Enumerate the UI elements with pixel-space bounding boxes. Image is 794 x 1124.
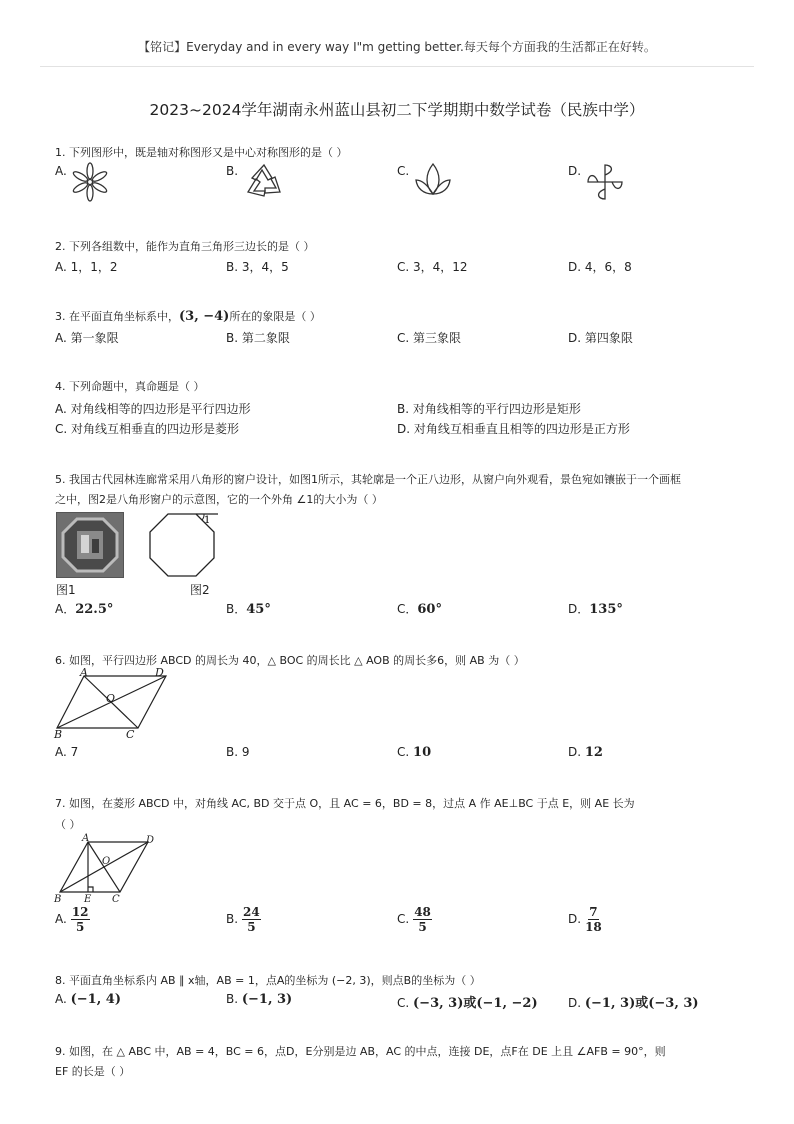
q7-option-a-fraction [71,905,90,934]
q5-option-a-letter: A． [55,602,76,616]
q6-option-a: A. 7 [55,745,79,759]
question-9-stem-line1: 9. 如图，在 △ ABC 中，AB = 4，BC = 6，点D，E分别是边 AB，AC 的中点，连接 DE，点F在 DE 上且 ∠AFB = 90°，则 [55,1045,666,1058]
q8-option-b [226,992,292,1007]
q8-option-b-value: (−1, 3) [241,992,293,1007]
q6-option-c-value: 10 [413,745,432,760]
q6-label-a: A [80,666,88,679]
q6-option-c [397,745,431,760]
question-5-stem-line2: 之中，图2是八角形窗户的示意图，它的一个外角 ∠1的大小为（ ） [55,493,383,506]
question-4-stem: 4. 下列命题中，真命题是（ ） [55,380,205,393]
q7-label-c: C [112,894,120,905]
octagon-diagram [148,512,220,578]
question-6-stem: 6. 如图，平行四边形 ABCD 的周长为 40，△ BOC 的周长比 △ AOB 的周长多6，则 AB 为（ ） [55,654,525,667]
q6-label-b: B [54,728,63,741]
q7-option-c [397,905,432,934]
question-7-stem-line1: 7. 如图，在菱形 ABCD 中，对角线 AC, BD 交于点 O，且 AC = 6，BD = 8，过点 A 作 AE⊥BC 于点 E，则 AE 长为 [55,797,635,810]
q3-option-a: A. 第一象限 [55,331,119,345]
q7-option-b [226,905,261,934]
q3-option-d: D. 第四象限 [568,331,633,345]
q2-option-a: A. 1，1，2 [55,260,118,274]
q6-option-d-letter: D. [568,745,582,759]
rhombus-diagram [52,834,162,906]
fraction-numerator: 12 [71,905,89,919]
q8-option-a-value: (−1, 4) [70,992,121,1007]
q8-option-c [397,992,538,1011]
flower-figure-icon [70,162,110,202]
q4-option-b: B. 对角线相等的平行四边形是矩形 [397,402,581,416]
parallelogram-diagram [54,668,174,740]
q4-option-d: D. 对角线互相垂直且相等的四边形是正方形 [397,422,630,436]
q7-label-e: E [84,894,92,905]
question-9-stem-line2: EF 的长是（ ） [55,1065,131,1078]
angle-1-label: 1 [204,515,211,526]
q8-option-d-letter: D. [568,996,582,1010]
q5-option-a [55,600,113,617]
q7-option-d-fraction [585,905,602,934]
q6-option-c-letter: C. [397,745,410,759]
fraction-numerator: 48 [414,905,431,919]
q8-option-b-letter: B. [226,992,239,1006]
question-1-stem: 1. 下列图形中，既是轴对称图形又是中心对称图形的是（ ） [55,146,348,159]
q5-option-d [568,600,623,617]
q3-coordinate: (3, −4) [179,309,230,324]
recycle-figure-icon [244,162,284,200]
q7-option-d-letter: D. [568,912,582,926]
figure-2-caption: 图2 [190,583,210,597]
q8-option-c-value: (−3, 3)或(−1, −2) [413,996,538,1011]
q2-option-d: D. 4，6，8 [568,260,632,274]
q7-option-b-fraction [242,905,261,934]
q8-option-a-letter: A. [55,992,67,1006]
q5-option-c-letter: C． [397,602,418,616]
question-3-stem [55,308,321,324]
q3-stem-pre: 3. 在平面直角坐标系中， [55,310,179,323]
fraction-denominator: 18 [585,920,602,934]
q1-option-a: A. [55,164,67,178]
q7-label-d: D [146,835,155,846]
fraction-numerator: 7 [589,905,598,919]
q1-option-b: B. [226,164,239,178]
q5-option-b [226,600,271,617]
q6-label-o: O [106,692,116,705]
question-7-stem-line2: （ ） [55,818,81,831]
q2-option-b: B. 3，4，5 [226,260,289,274]
q6-label-d: D [155,666,164,679]
q6-option-d [568,745,603,760]
fraction-numerator: 24 [243,905,260,919]
q5-option-d-letter: D． [568,602,590,616]
q5-option-d-value: 135° [589,602,623,617]
q5-option-b-value: 45° [246,602,271,617]
q8-option-d-value: (−1, 3)或(−3, 3) [584,996,699,1011]
fraction-denominator: 5 [418,920,427,934]
q2-option-c: C. 3，4，12 [397,260,468,274]
q4-option-a: A. 对角线相等的四边形是平行四边形 [55,402,251,416]
q7-option-a [55,905,90,934]
q8-option-c-letter: C. [397,996,410,1010]
fraction-denominator: 5 [247,920,256,934]
q5-option-c [397,600,442,617]
question-2-stem: 2. 下列各组数中，能作为直角三角形三边长的是（ ） [55,240,315,253]
q6-label-c: C [126,728,135,741]
window-photo-figure [56,512,124,578]
header-motto: 【铭记】Everyday and in every way I"m getting better.每天每个方面我的生活都正在好转。 [138,40,656,54]
fraction-denominator: 5 [75,920,85,934]
q7-option-b-letter: B. [226,912,239,926]
q7-option-c-fraction [413,905,432,934]
q1-option-d: D. [568,164,582,178]
q6-option-d-value: 12 [584,745,603,760]
q3-stem-post: 所在的象限是（ ） [229,310,321,323]
q7-option-c-letter: C. [397,912,410,926]
q6-option-b: B. 9 [226,745,250,759]
q7-option-a-letter: A. [55,912,67,926]
q5-option-b-letter: B． [226,602,247,616]
q4-option-c: C. 对角线互相垂直的四边形是菱形 [55,422,240,436]
header-divider [40,66,754,67]
q7-label-o: O [102,856,111,867]
lotus-figure-icon [413,160,453,200]
page-title: 2023~2024学年湖南永州蓝山县初二下学期期中数学试卷（民族中学） [149,101,645,119]
q8-option-a [55,992,121,1007]
q3-option-b: B. 第二象限 [226,331,290,345]
q8-option-d [568,992,699,1011]
q5-option-c-value: 60° [417,602,442,617]
q7-label-b: B [54,894,62,905]
q7-option-d [568,905,602,934]
q7-label-a: A [82,833,90,844]
q5-option-a-value: 22.5° [75,602,114,617]
q1-option-c: C. [397,164,410,178]
figure-1-caption: 图1 [56,583,76,597]
q3-option-c: C. 第三象限 [397,331,462,345]
question-5-stem-line1: 5. 我国古代园林连廊常采用八角形的窗户设计，如图1所示，其轮廓是一个正八边形，从窗户向外观看，景色宛如镶嵌于一个画框 [55,473,681,486]
pinwheel-figure-icon [585,162,625,202]
question-8-stem: 8. 平面直角坐标系内 AB ∥ x轴，AB = 1，点A的坐标为 (−2, 3)，则点B的坐标为（ ） [55,974,481,987]
